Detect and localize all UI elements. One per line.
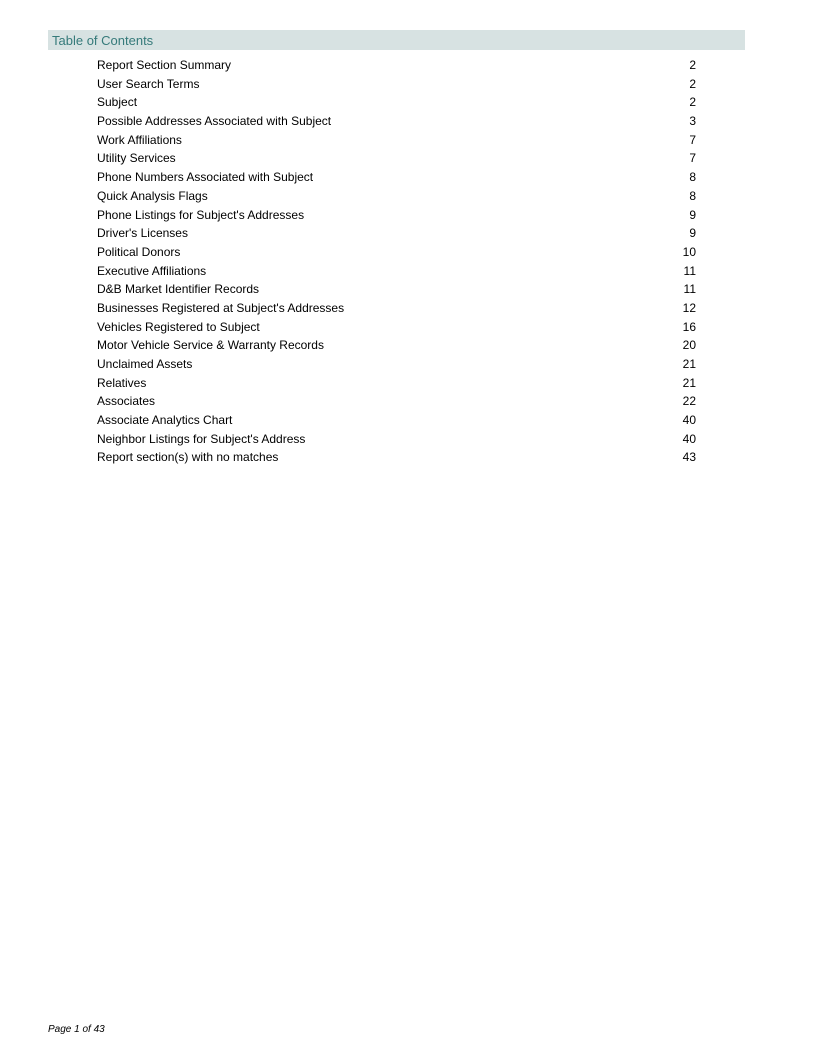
toc-entry-page-number: 9 — [689, 226, 696, 241]
toc-entry[interactable] — [97, 376, 696, 395]
toc-entry-page-number: 16 — [682, 319, 696, 334]
toc-entry-page-number: 7 — [689, 132, 696, 147]
toc-entry[interactable] — [97, 58, 696, 77]
toc-entry-label: Political Donors — [97, 244, 181, 259]
toc-header-bar — [48, 30, 745, 50]
toc-entry-label: Possible Addresses Associated with Subject — [97, 114, 332, 129]
toc-entry[interactable] — [97, 189, 696, 208]
toc-entry-label: Executive Affiliations — [97, 263, 207, 278]
toc-entry[interactable] — [97, 133, 696, 152]
toc-entry[interactable] — [97, 170, 696, 189]
toc-entry-label: Quick Analysis Flags — [97, 188, 208, 203]
toc-entry-page-number: 10 — [682, 244, 696, 259]
toc-entry-page-number: 2 — [689, 76, 696, 91]
toc-entry[interactable] — [97, 357, 696, 376]
toc-entry[interactable] — [97, 245, 696, 264]
toc-entry[interactable] — [97, 338, 696, 357]
toc-entry-page-number: 21 — [682, 375, 696, 390]
toc-entry-label: Vehicles Registered to Subject — [97, 319, 260, 334]
toc-entry-page-number: 2 — [689, 58, 696, 72]
toc-entry[interactable] — [97, 95, 696, 114]
toc-entry[interactable] — [97, 301, 696, 320]
toc-entry-label: D&B Market Identifier Records — [97, 282, 260, 297]
toc-entry-page-number: 2 — [689, 95, 696, 110]
toc-entry-label: Neighbor Listings for Subject's Address — [97, 431, 306, 446]
toc-entry-page-number: 40 — [682, 413, 696, 428]
toc-entry-page-number: 9 — [689, 207, 696, 222]
toc-title: Table of Contents — [52, 32, 154, 48]
toc-entry-label: Associates — [97, 394, 156, 409]
toc-entry[interactable] — [97, 226, 696, 245]
toc-entry[interactable] — [97, 450, 696, 469]
toc-entry-label: Phone Listings for Subject's Addresses — [97, 207, 305, 222]
toc-entry-label: Driver's Licenses — [97, 226, 188, 241]
toc-entry[interactable] — [97, 394, 696, 413]
toc-entry-page-number: 11 — [683, 263, 696, 278]
toc-entry[interactable] — [97, 320, 696, 339]
toc-list — [97, 58, 696, 469]
toc-entry-page-number: 7 — [689, 151, 696, 166]
toc-entry[interactable] — [97, 77, 696, 96]
toc-entry-page-number: 22 — [682, 394, 696, 409]
toc-entry-label: Subject — [97, 95, 138, 110]
toc-entry-label: Utility Services — [97, 151, 176, 166]
toc-entry-label: Businesses Registered at Subject's Addresses — [97, 300, 345, 315]
toc-entry-label: Report Section Summary — [97, 58, 232, 72]
toc-entry-label: Report section(s) with no matches — [97, 450, 279, 465]
toc-entry[interactable] — [97, 151, 696, 170]
toc-entry[interactable] — [97, 208, 696, 227]
toc-entry-page-number: 21 — [682, 357, 696, 371]
toc-entry-page-number: 43 — [682, 450, 696, 465]
toc-entry-page-number: 8 — [689, 170, 696, 185]
toc-entry-page-number: 11 — [683, 282, 696, 297]
toc-entry[interactable] — [97, 264, 696, 283]
toc-entry-page-number: 8 — [689, 188, 696, 203]
toc-entry[interactable] — [97, 413, 696, 432]
toc-entry[interactable] — [97, 282, 696, 301]
toc-entry-page-number: 3 — [689, 114, 696, 129]
toc-entry-label: Associate Analytics Chart — [97, 413, 233, 428]
toc-entry-page-number: 40 — [682, 431, 696, 446]
toc-entry-page-number: 12 — [682, 300, 696, 315]
toc-entry[interactable] — [97, 432, 696, 451]
toc-entry-label: Unclaimed Assets — [97, 357, 193, 371]
toc-entry-page-number: 20 — [682, 338, 696, 353]
toc-entry-label: Work Affiliations — [97, 132, 182, 147]
toc-entry-label: Motor Vehicle Service & Warranty Records — [97, 338, 324, 353]
toc-entry-label: Relatives — [97, 375, 147, 390]
toc-entry[interactable] — [97, 114, 696, 133]
toc-entry-label: Phone Numbers Associated with Subject — [97, 170, 314, 185]
toc-entry-label: User Search Terms — [97, 76, 200, 91]
page-footer: Page 1 of 43 — [48, 1024, 105, 1035]
